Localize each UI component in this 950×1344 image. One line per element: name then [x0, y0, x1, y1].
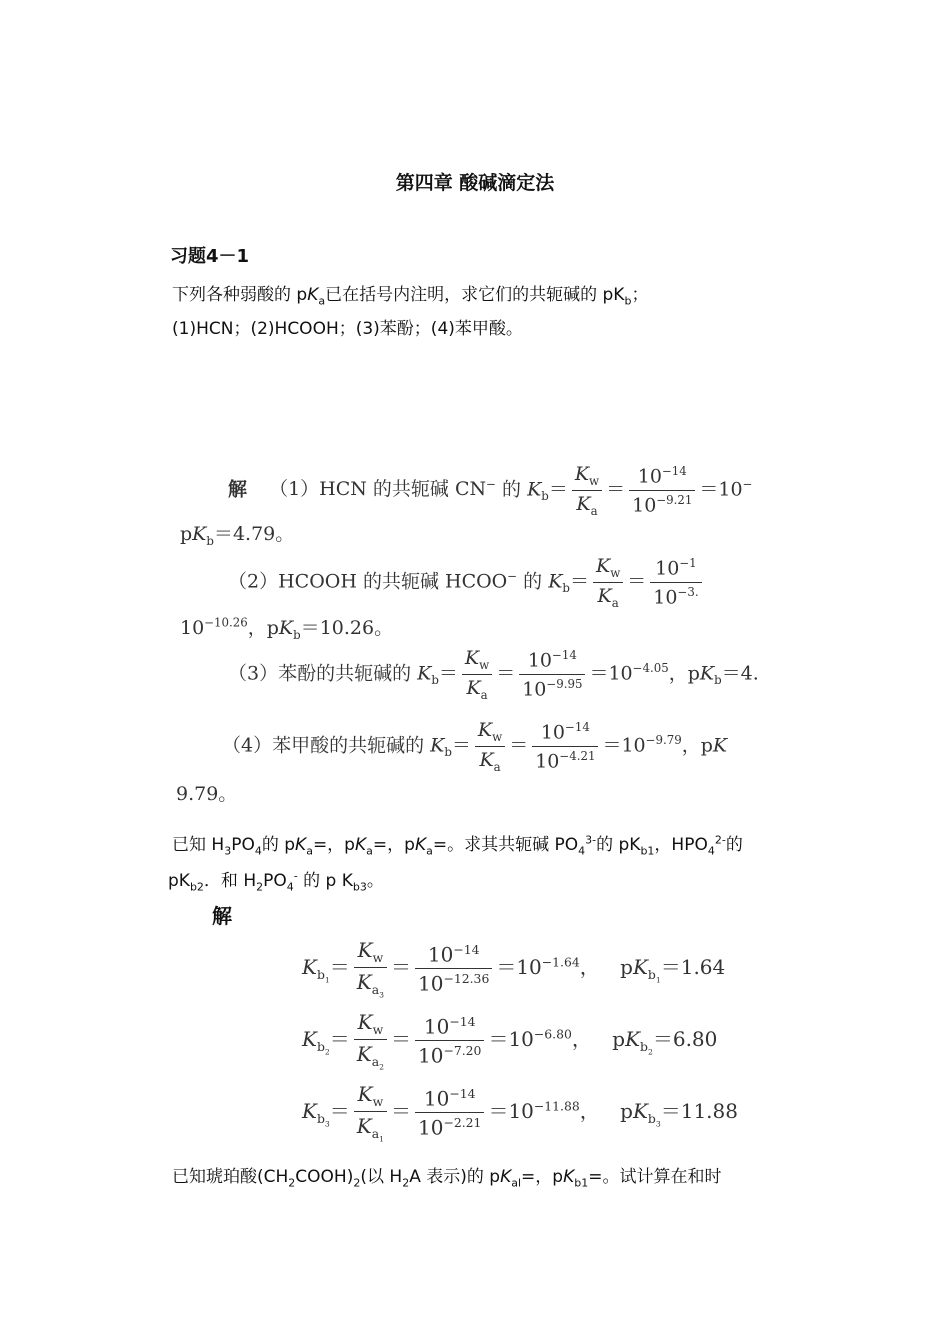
problem2-line1: 已知 $H_3PO_4$的 $pK_a=$，$pK_a=$，$pK_a=$。求其共轭碱 $PO_4^{3-}$的 $pK_{b1}$，$HPO_4^{2-}$的 [172, 833, 743, 858]
solution1-line4: （4）苯甲酸的共轭碱的 $K_b=$ $\frac{K_w}{K_a}$ ＝ $\frac{10^{-14}}{10^{-4.21}}$ $=10^{-9.79}$，pK [222, 719, 728, 774]
solution1-line2: （2）HCOOH 的共轭碱 HCOO− 的 $K_b=$ $\frac{K_w}{K_a}$ ＝ $\frac{10^{-1}}{10^{-3.}}$ [228, 555, 706, 610]
exercise-question: 下列各种弱酸的 $pK_a$已在括号内注明，求它们的共轭碱的 $pK_b$； [172, 285, 649, 308]
page-title: 第四章 酸碱滴定法 [395, 172, 555, 194]
problem3-line: 已知琥珀酸$(CH_2COOH)_2$(以 $H_2A$ 表示)的 $pK_{al}=$，$pK_{b1}=$。试计算在和时 [172, 1167, 722, 1190]
solution1-result2: $10^{-10.26}$，$pK_b=10.26$。 [180, 615, 394, 642]
problem2-line2: $pK_{b2}$．和 $H_2PO_4^-$ 的 p $K_{b3}$。 [168, 869, 384, 894]
solution2-label: 解 [212, 904, 232, 928]
solution2-row-2: $K_{b_2}=$ $\frac{K_w}{K_{a_2}}$ ＝ $\frac{10^{-14}}{10^{-7.20}}$ $=10^{-6.80}$， $pK_{b_2}=6.80$ [302, 1010, 718, 1072]
solution2-row-1: $K_{b_1}=$ $\frac{K_w}{K_{a_3}}$ ＝ $\frac{10^{-14}}{10^{-12.36}}$ $=10^{-1.64}$， $pK_{b_1}=1.64$ [302, 938, 726, 1000]
solution1-result1: $pK_b=4.79$。 [180, 523, 295, 548]
solution1-line1: 解 （1）HCN 的共轭碱 CN− 的 $K_b=$ $\frac{K_w}{K_a}$ ＝ $\frac{10^{-14}}{10^{-9.21}}$ ＝10− [228, 463, 753, 518]
solution1-line3: （3）苯酚的共轭碱的 $K_b=$ $\frac{K_w}{K_a}$ ＝ $\frac{10^{-14}}{10^{-9.95}}$ $=10^{-4.05}$，$pK_b=4$. [228, 647, 759, 702]
exercise-items: (1)HCN；(2)HCOOH；(3)苯酚；(4)苯甲酸。 [172, 319, 523, 339]
solution2-row-3: $K_{b_3}=$ $\frac{K_w}{K_{a_1}}$ ＝ $\frac{10^{-14}}{10^{-2.21}}$ $=10^{-11.88}$， $pK_{b_3}=11.88$ [302, 1082, 738, 1144]
solution-image-1 [170, 455, 788, 810]
exercise-header: 习题4－1 [170, 246, 250, 267]
solution1-result4: 9.79。 [176, 783, 238, 805]
